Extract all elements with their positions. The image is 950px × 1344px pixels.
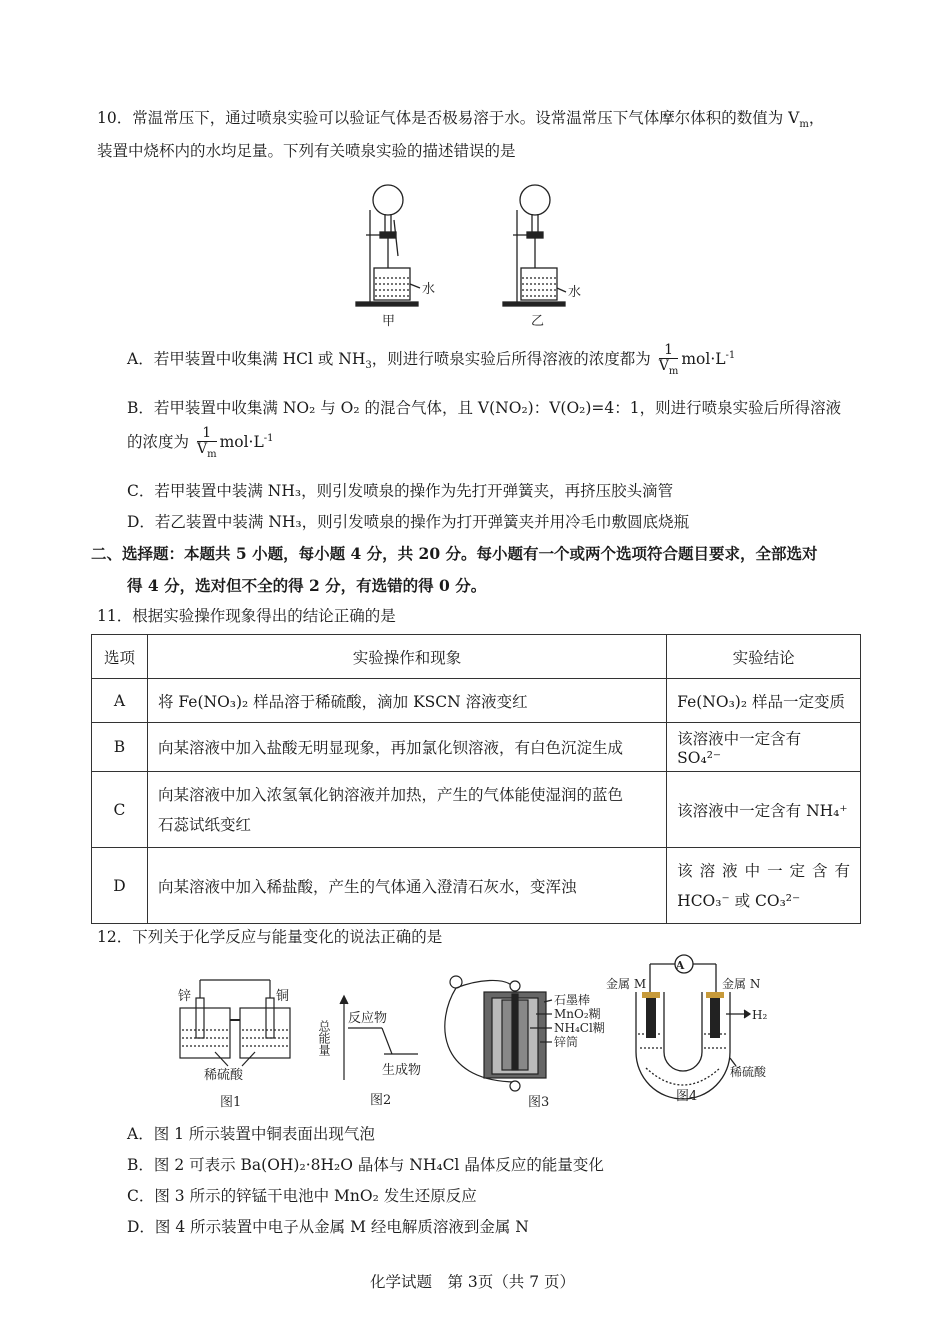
zinc-label: 锌 xyxy=(178,989,192,1004)
row-conclusion xyxy=(667,848,861,924)
q10-option-d: D．若乙装置中装满 NH₃，则引发喷泉的操作为打开弹簧夹并用冷毛巾敷圆底烧瓶 xyxy=(127,513,690,531)
row-option: C xyxy=(92,772,148,848)
copper-label: 铜 xyxy=(276,989,290,1004)
q12-stem: 12．下列关于化学反应与能量变化的说法正确的是 xyxy=(97,928,443,946)
graphite-rod-label: 石墨棒 xyxy=(554,993,591,1007)
row-conclusion: 该溶液中一定含有 SO₄²⁻ xyxy=(667,723,861,772)
water-label-jia: 水 xyxy=(422,282,436,297)
row-option: B xyxy=(92,723,148,772)
metal-n-label: 金属 N xyxy=(722,977,761,991)
fraction-1-over-vm-b: $\frac{1}{V_m}$ xyxy=(196,425,217,461)
q10-option-c: C．若甲装置中装满 NH₃，则引发喷泉的操作为先打开弹簧夹，再挤压胶头滴管 xyxy=(127,482,674,500)
header-option: 选项 xyxy=(92,635,148,679)
figure-3-dry-cell xyxy=(436,970,616,1112)
q11-stem: 11．根据实验操作现象得出的结论正确的是 xyxy=(97,607,396,625)
row-operation: 向某溶液中加入稀盐酸，产生的气体通入澄清石灰水，变浑浊 xyxy=(147,848,666,924)
table-row xyxy=(92,723,861,772)
figure-4-u-tube-cell xyxy=(606,952,796,1102)
h2-label: H₂ xyxy=(752,1008,768,1022)
figure-2-energy-diagram xyxy=(317,990,432,1110)
total-energy-axis-label: 总能量 xyxy=(317,1020,331,1056)
fig2-caption: 图2 xyxy=(370,1093,392,1108)
table-row xyxy=(92,772,861,848)
row-operation: 向某溶液中加入盐酸无明显现象，再加氯化钡溶液，有白色沉淀生成 xyxy=(147,723,666,772)
row-operation-line2: 石蕊试纸变红 xyxy=(157,815,251,834)
table-row xyxy=(92,848,861,924)
fountain-apparatus-figure xyxy=(348,180,608,330)
row-operation-line1: 向某溶液中加入浓氢氧化钠溶液并加热，产生的气体能使湿润的蓝色 xyxy=(157,785,623,804)
q11-table xyxy=(91,634,861,924)
q12-option-a: A．图 1 所示装置中铜表面出现气泡 xyxy=(127,1125,375,1143)
ammeter-icon: A xyxy=(675,959,685,972)
metal-m-label: 金属 M xyxy=(606,977,647,991)
product-label: 生成物 xyxy=(382,1063,422,1078)
row-operation xyxy=(147,772,666,848)
mno2-paste-label: MnO₂糊 xyxy=(554,1007,601,1021)
q10-option-a: A．若甲装置中收集满 HCl 或 $NH_3$，则进行喷泉实验后所得溶液的浓度都为 $\frac{1}{V_m}$ $mol\cdot L^{-1}$ xyxy=(127,342,736,378)
q10-stem-line2: 装置中烧杯内的水均足量。下列有关喷泉实验的描述错误的是 xyxy=(97,142,516,160)
row-conclusion-line2: HCO₃⁻ 或 CO₃²⁻ xyxy=(677,891,801,910)
acid-label: 稀硫酸 xyxy=(204,1068,244,1083)
zinc-can-label: 锌筒 xyxy=(554,1035,579,1049)
fraction-1-over-vm: $\frac{1}{V_m}$ xyxy=(658,342,679,378)
row-conclusion: Fe(NO₃)₂ 样品一定变质 xyxy=(667,679,861,723)
caption-yi: 乙 xyxy=(531,314,545,329)
header-operation: 实验操作和现象 xyxy=(147,635,666,679)
section2-instructions-line2: 得 4 分，选对但不全的得 2 分，有选错的得 0 分。 xyxy=(127,576,487,595)
row-option: D xyxy=(92,848,148,924)
row-option: A xyxy=(92,679,148,723)
row-operation: 将 Fe(NO₃)₂ 样品溶于稀硫酸，滴加 KSCN 溶液变红 xyxy=(147,679,666,723)
caption-jia: 甲 xyxy=(382,314,396,329)
table-row xyxy=(92,679,861,723)
q10-stem-line1: 10．常温常压下，通过喷泉实验可以验证气体是否极易溶于水。设常温常压下气体摩尔体积的数值为 $V_m$， xyxy=(97,109,825,131)
dilute-h2so4-label: 稀硫酸 xyxy=(730,1065,767,1079)
reactant-label: 反应物 xyxy=(348,1011,388,1026)
water-label-yi: 水 xyxy=(568,285,582,300)
q10-option-b-line1: B．若甲装置中收集满 NO₂ 与 O₂ 的混合气体，且 V(NO₂)：V(O₂)=4：1，则进行喷泉实验后所得溶液 xyxy=(127,399,842,417)
q12-option-c: C．图 3 所示的锌锰干电池中 MnO₂ 发生还原反应 xyxy=(127,1187,477,1205)
fig3-caption: 图3 xyxy=(528,1095,550,1110)
q12-option-b: B．图 2 可表示 Ba(OH)₂·8H₂O 晶体与 NH₄Cl 晶体反应的能量变化 xyxy=(127,1156,604,1174)
fig1-caption: 图1 xyxy=(220,1095,242,1110)
figure-1-galvanic-cell xyxy=(170,980,300,1110)
row-conclusion-line1: 该溶液中一定含有 xyxy=(677,861,850,880)
q12-option-d: D．图 4 所示装置中电子从金属 M 经电解质溶液到金属 N xyxy=(127,1218,529,1236)
section2-instructions-line1: 二、选择题：本题共 5 小题，每小题 4 分，共 20 分。每小题有一个或两个选项符合题目要求，全部选对 xyxy=(91,544,818,563)
apparatus-yi xyxy=(503,185,566,306)
fig4-caption: 图4 xyxy=(676,1089,698,1104)
row-conclusion: 该溶液中一定含有 NH₄⁺ xyxy=(667,772,861,848)
table-header-row xyxy=(92,635,861,679)
page-footer: 化学试题 第 3页（共 7 页） xyxy=(370,1273,576,1291)
nh4cl-paste-label: NH₄Cl糊 xyxy=(554,1021,605,1035)
q10-option-b-line2: 的浓度为 $\frac{1}{V_m}$ $mol\cdot L^{-1}$ xyxy=(127,425,274,461)
apparatus-jia xyxy=(356,185,420,306)
header-conclusion: 实验结论 xyxy=(667,635,861,679)
